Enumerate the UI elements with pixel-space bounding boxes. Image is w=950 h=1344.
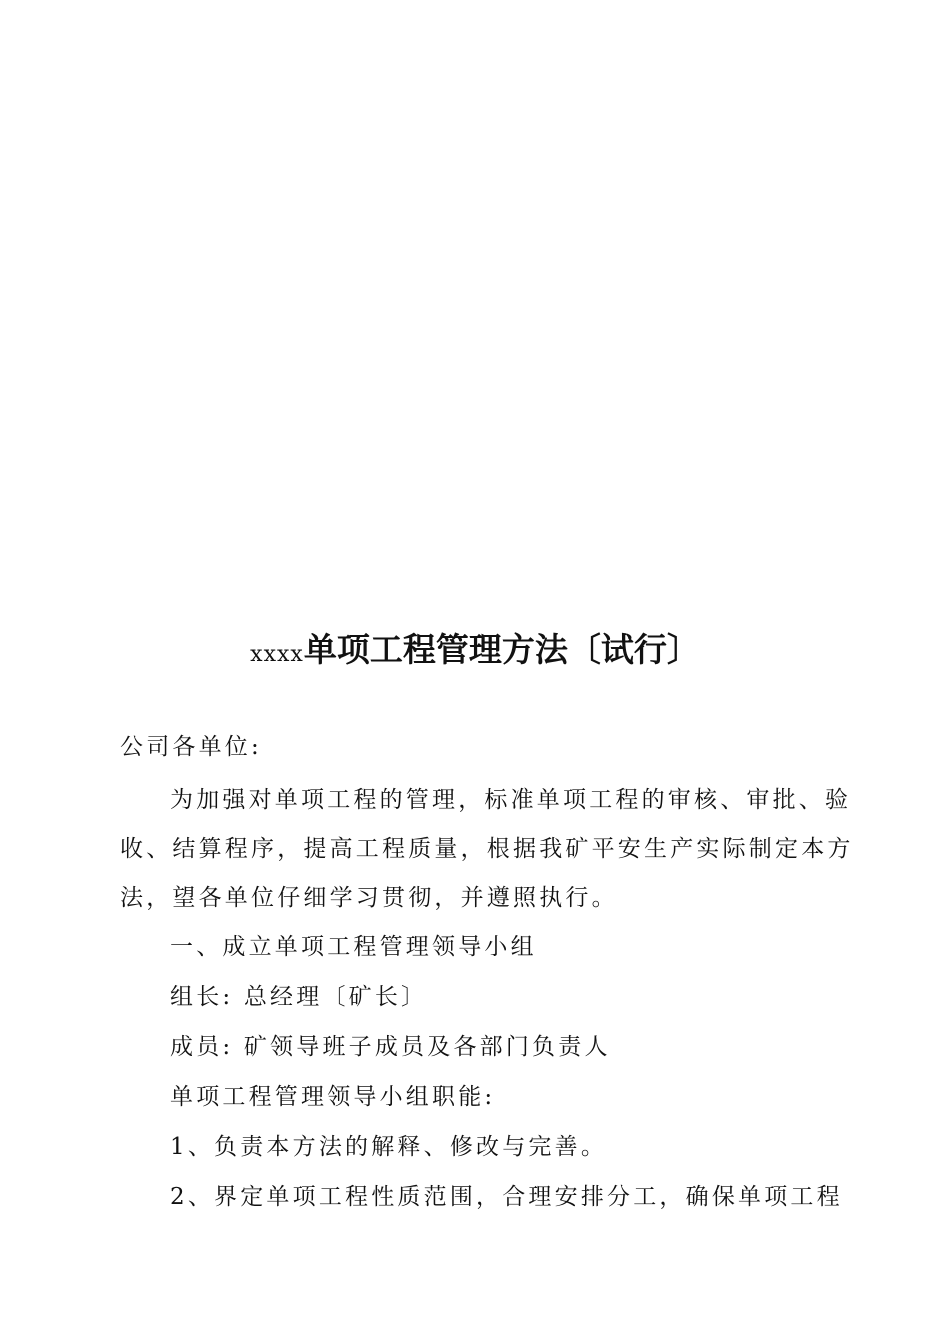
intro-line-1: 为加强对单项工程的管理，标准单项工程的审核、审批、验 [170, 787, 852, 813]
duties-heading: 单项工程管理领导小组职能: [170, 1084, 496, 1110]
title-prefix: xxxx [250, 642, 304, 667]
duty-item-1: 1、负责本方法的解释、修改与完善。 [170, 1134, 608, 1160]
members-line: 成员: 矿领导班子成员及各部门负责人 [170, 1034, 611, 1060]
salutation: 公司各单位: [120, 734, 262, 760]
duty-item-2: 2、界定单项工程性质范围，合理安排分工，确保单项工程 [170, 1184, 843, 1210]
title-main: 单项工程管理方法〔试行〕 [303, 630, 700, 669]
intro-line-3: 法，望各单位仔细学习贯彻，并遵照执行。 [120, 885, 618, 911]
leader-line: 组长: 总经理〔矿长〕 [170, 984, 428, 1010]
document-title [0, 624, 950, 671]
section-1-heading: 一、成立单项工程管理领导小组 [170, 934, 537, 960]
intro-line-2: 收、结算程序，提高工程质量，根据我矿平安生产实际制定本方 [120, 836, 854, 862]
